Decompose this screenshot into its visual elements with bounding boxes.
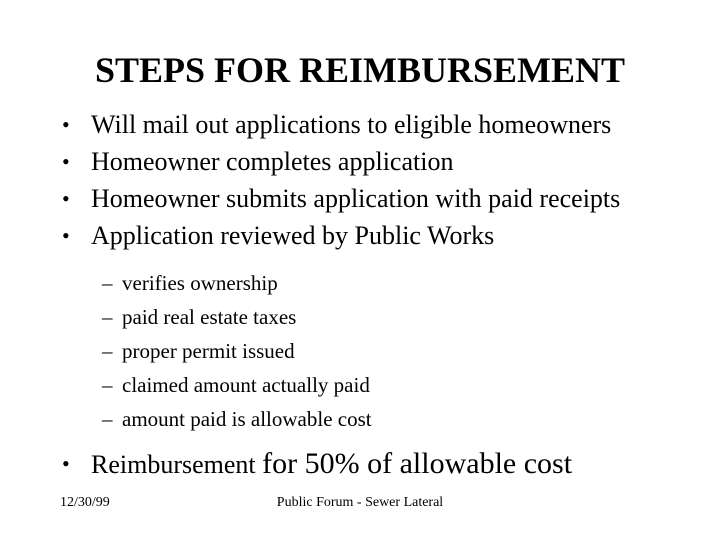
sub-bullet-text: paid real estate taxes: [122, 305, 297, 329]
bullet-text: Application reviewed by Public Works: [91, 221, 495, 250]
sub-bullet-text: claimed amount actually paid: [122, 373, 370, 397]
bullet-dot-icon: •: [62, 223, 70, 248]
bullet-dot-icon: •: [62, 451, 70, 476]
bullet-dot-icon: •: [62, 149, 70, 174]
slide-title: STEPS FOR REIMBURSEMENT: [94, 50, 626, 90]
bullet-text: Homeowner submits application with paid receipts: [91, 184, 621, 213]
final-bullet-emphasis: for 50% of allowable cost: [262, 447, 573, 480]
sub-bullet-text: verifies ownership: [122, 271, 278, 295]
final-bullet-text: [91, 444, 572, 485]
bullet-dot-icon: •: [62, 186, 70, 211]
dash-icon: –: [102, 305, 113, 329]
bullet-dot-icon: •: [62, 112, 70, 137]
sub-bullet-text: proper permit issued: [122, 339, 295, 363]
sub-bullet-text: amount paid is allowable cost: [122, 407, 372, 431]
final-bullet-prefix: Reimbursement: [91, 450, 256, 479]
footer-title: Public Forum - Sewer Lateral: [276, 495, 444, 510]
bullet-text: Homeowner completes application: [91, 147, 454, 176]
dash-icon: –: [102, 407, 113, 431]
bullet-text: Will mail out applications to eligible homeowners: [91, 110, 612, 139]
dash-icon: –: [102, 373, 113, 397]
footer-date: 12/30/99: [60, 495, 110, 510]
dash-icon: –: [102, 271, 113, 295]
dash-icon: –: [102, 339, 113, 363]
